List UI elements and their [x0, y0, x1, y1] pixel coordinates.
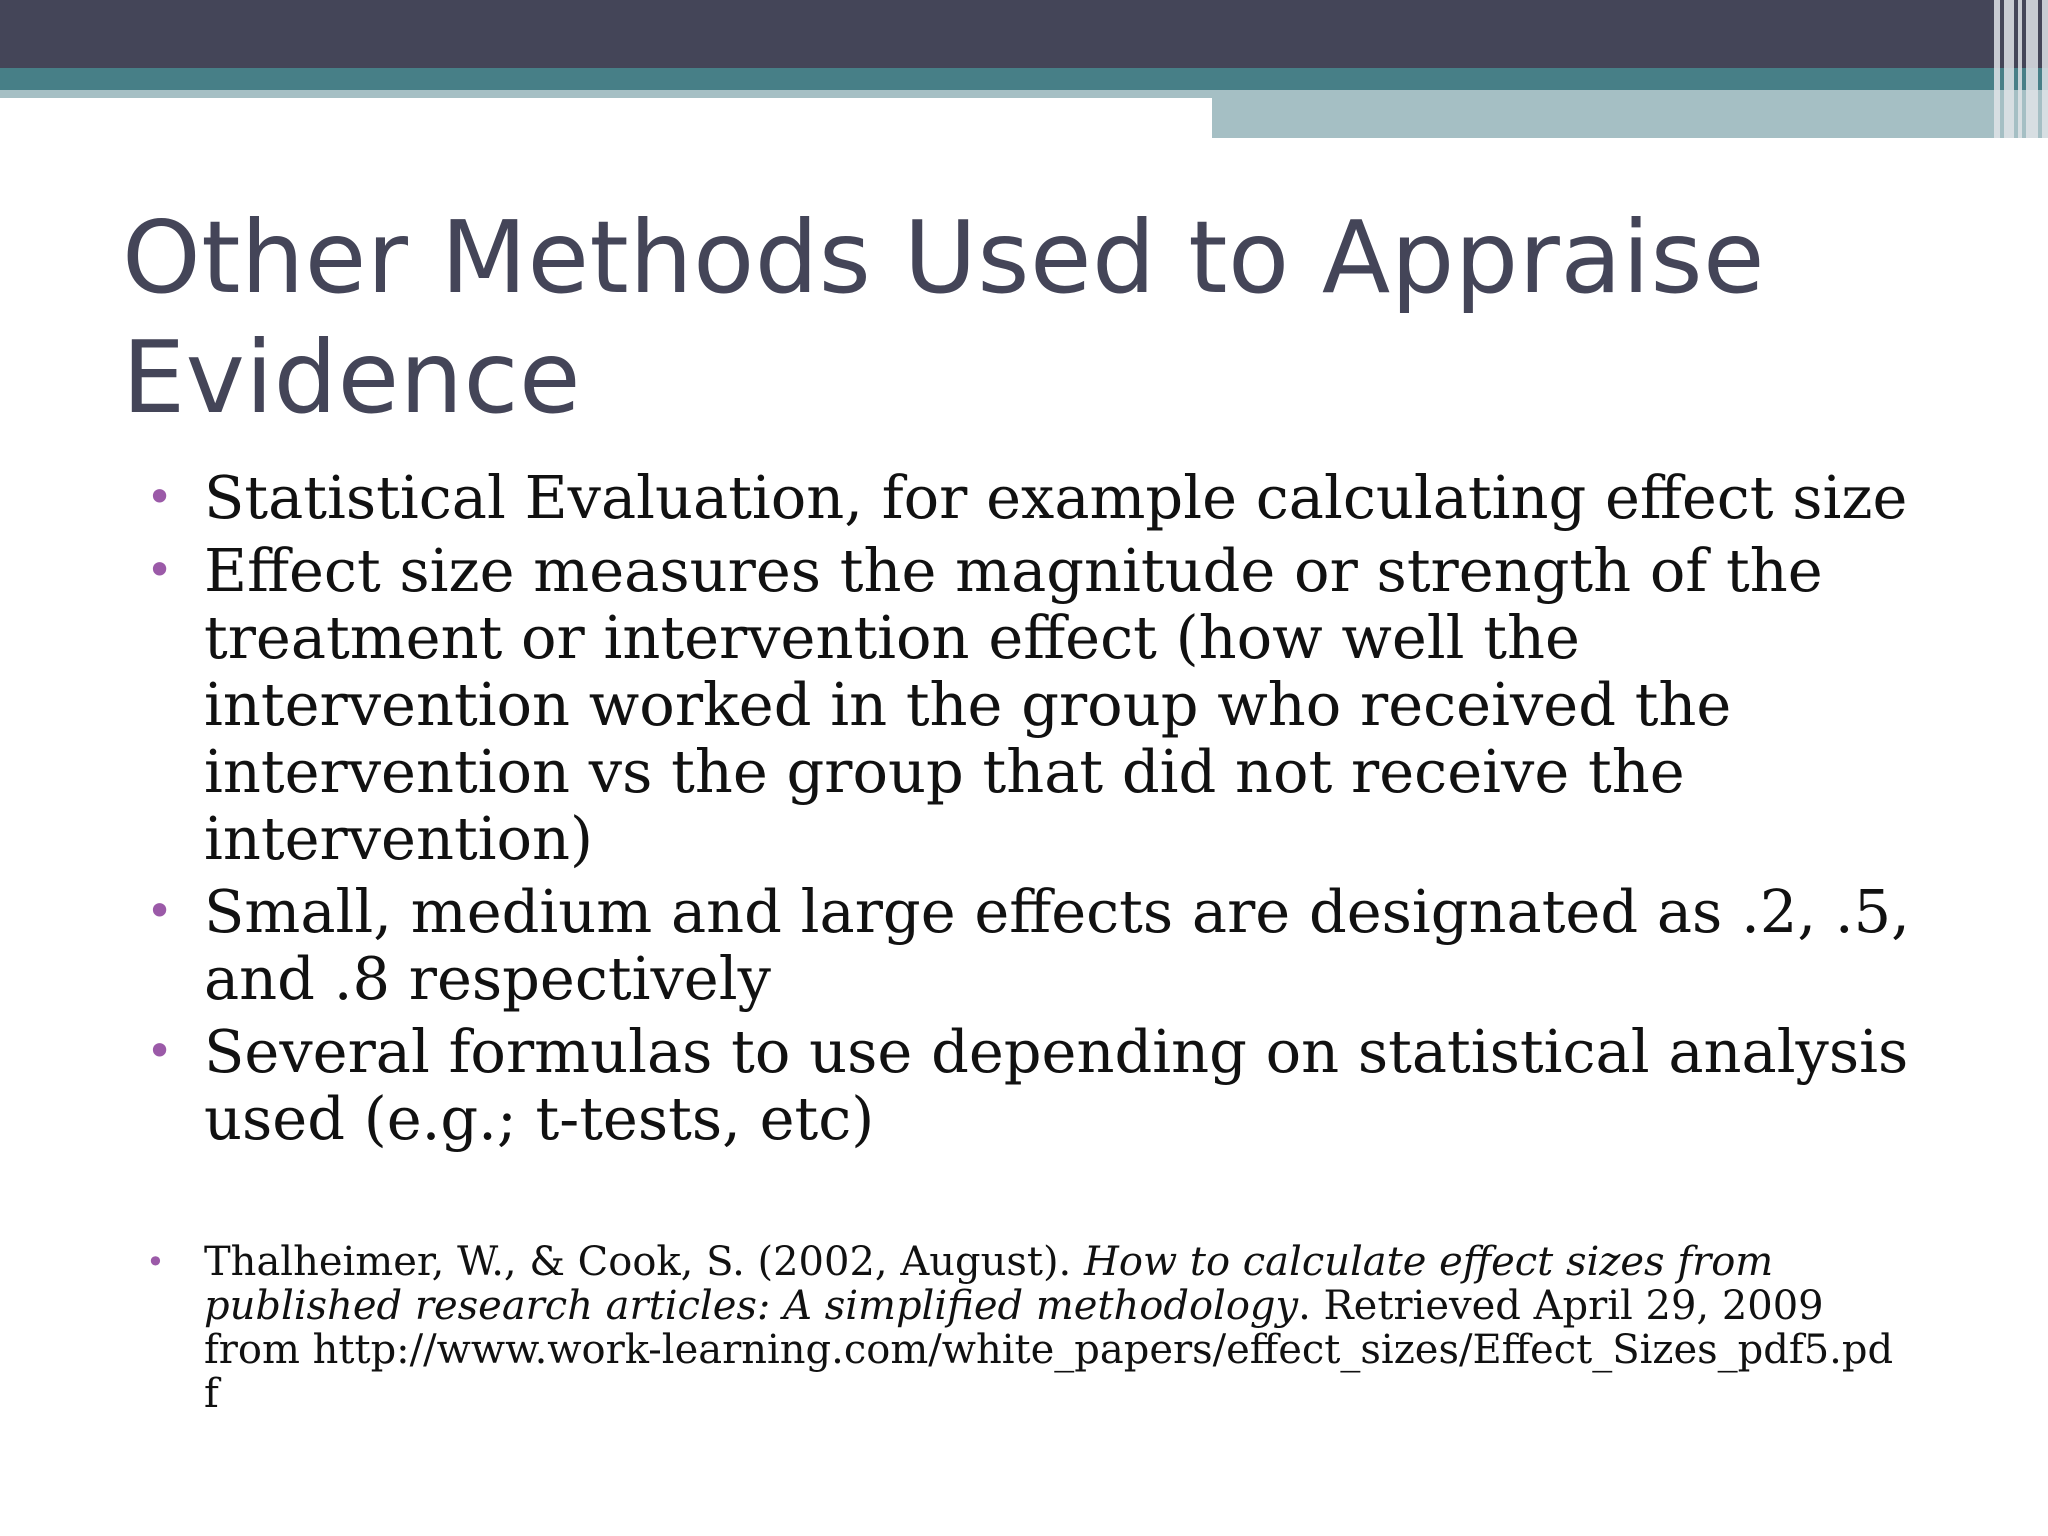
- header-band-thin: [0, 90, 1212, 98]
- bullet-text: Statistical Evaluation, for example calculating effect size: [204, 463, 1908, 532]
- bullet-text: Small, medium and large effects are designated as .2, .5, and .8 respectively: [204, 877, 1910, 1013]
- edge-stripes-decoration: [1986, 0, 2048, 138]
- reference-citation: [146, 1239, 1904, 1417]
- bullet-text: Effect size measures the magnitude or strength of the treatment or intervention effect (how well the intervention worked in the group who received the intervention vs the group that did not receive the intervention): [204, 536, 1823, 873]
- bullet-marker-icon: •: [146, 884, 174, 938]
- bullet-marker-icon: •: [146, 470, 174, 524]
- reference-url: http://www.work-learning.com/white_papers/effect_sizes/Effect_Sizes_pdf5.pdf: [204, 1327, 1894, 1417]
- header-band-teal: [0, 68, 2048, 90]
- bullet-item: [146, 877, 1924, 1013]
- header-band-light: [1212, 90, 2048, 138]
- bullet-item: [146, 1017, 1924, 1153]
- bullet-marker-icon: •: [146, 1243, 165, 1281]
- bullet-text: Several formulas to use depending on statistical analysis used (e.g.; t-tests, etc): [204, 1017, 1909, 1153]
- reference-work-title: How to calculate effect sizes from published research articles: A simplified methodology: [204, 1239, 1774, 1329]
- reference-authors: Thalheimer, W., & Cook, S. (2002, August).: [204, 1239, 1084, 1285]
- bullet-item: [146, 463, 1924, 532]
- bullet-item: [146, 536, 1924, 873]
- bullet-marker-icon: •: [146, 1024, 174, 1078]
- slide-title: Other Methods Used to Appraise Evidence: [122, 199, 1766, 436]
- bullet-list: [146, 463, 1924, 1158]
- header-band-dark: [0, 0, 2048, 68]
- reference-retrieved: . Retrieved April 29, 2009 from: [204, 1283, 1824, 1373]
- bullet-marker-icon: •: [146, 543, 174, 597]
